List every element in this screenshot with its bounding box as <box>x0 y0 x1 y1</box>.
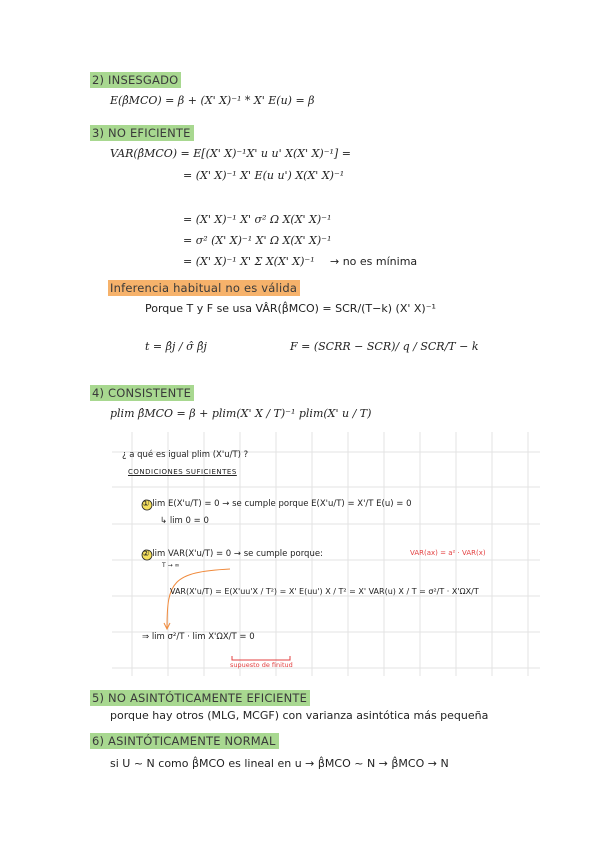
heading-consistente: 4) CONSISTENTE <box>90 385 194 401</box>
eq-insesgado: E(β̂MCO) = β + (X' X)⁻¹ * X' E(u) = β <box>110 94 315 107</box>
handwritten-grid <box>112 432 540 676</box>
eq-var-4: = σ² (X' X)⁻¹ X' Ω X(X' X)⁻¹ <box>183 234 332 247</box>
hw-condition-1: ① lim E(X'u/T) = 0 → se cumple porque E(X'u/T) = X'/T E(u) = 0 <box>142 499 412 509</box>
hw-limit-result: ⇒ lim σ²/T · lim X'ΩX/T = 0 <box>142 632 255 642</box>
hw-var-derivation: VAR(X'u/T) = E(X'uu'X / T²) = X' E(uu') X / T² = X' VAR(u) X / T = σ²/T · X'ΩX/T <box>170 587 479 596</box>
eq-var-5: = (X' X)⁻¹ X' Σ X(X' X)⁻¹ <box>183 255 315 268</box>
hw-conditions: CONDICIONES SUFICIENTES <box>128 468 237 476</box>
eq-var-1: VAR(β̂MCO) = E[(X' X)⁻¹X' u u' X(X' X)⁻¹] = <box>110 147 351 160</box>
note-no-minima: → no es mínima <box>330 255 418 268</box>
eq-var-3: = (X' X)⁻¹ X' σ² Ω X(X' X)⁻¹ <box>183 213 332 226</box>
heading-inferencia: Inferencia habitual no es válida <box>108 280 300 296</box>
hw-t-infinity-2: T → ∞ <box>162 562 180 569</box>
text-asintoticamente-normal: si U ~ N como β̂MCO es lineal en u → β̂MCO ~ N → β̂MCO → N <box>110 757 449 770</box>
heading-insesgado: 2) INSESGADO <box>90 72 181 88</box>
eq-plim: plim β̂MCO = β + plim(X' X / T)⁻¹ plim(X' u / T) <box>110 407 372 420</box>
hw-condition-1b: ↳ lim 0 = 0 <box>160 516 209 526</box>
t-statistic: t = β̂j / σ̂ β̂j <box>145 340 207 353</box>
text-no-asintoticamente-eficiente: porque hay otros (MLG, MCGF) con varianza asintótica más pequeña <box>110 709 489 722</box>
f-statistic: F = (SCRR − SCR)/ q / SCR/T − k <box>290 340 479 353</box>
heading-no-asintoticamente-eficiente: 5) NO ASINTÓTICAMENTE EFICIENTE <box>90 690 310 706</box>
heading-no-eficiente: 3) NO EFICIENTE <box>90 125 194 141</box>
hw-var-rule: VAR(ax) = a² · VAR(x) <box>410 549 486 557</box>
hw-finitud: supuesto de finitud <box>230 661 293 669</box>
inferencia-line: Porque T y F se usa VÂR(β̂MCO) = SCR/(T−k) (X' X)⁻¹ <box>145 302 436 315</box>
eq-var-2: = (X' X)⁻¹ X' E(u u') X(X' X)⁻¹ <box>183 169 345 182</box>
hw-condition-2: ② lim VAR(X'u/T) = 0 → se cumple porque: <box>142 549 323 559</box>
heading-asintoticamente-normal: 6) ASINTÓTICAMENTE NORMAL <box>90 733 279 749</box>
hw-question: ¿ a qué es igual plim (X'u/T) ? <box>122 450 249 460</box>
